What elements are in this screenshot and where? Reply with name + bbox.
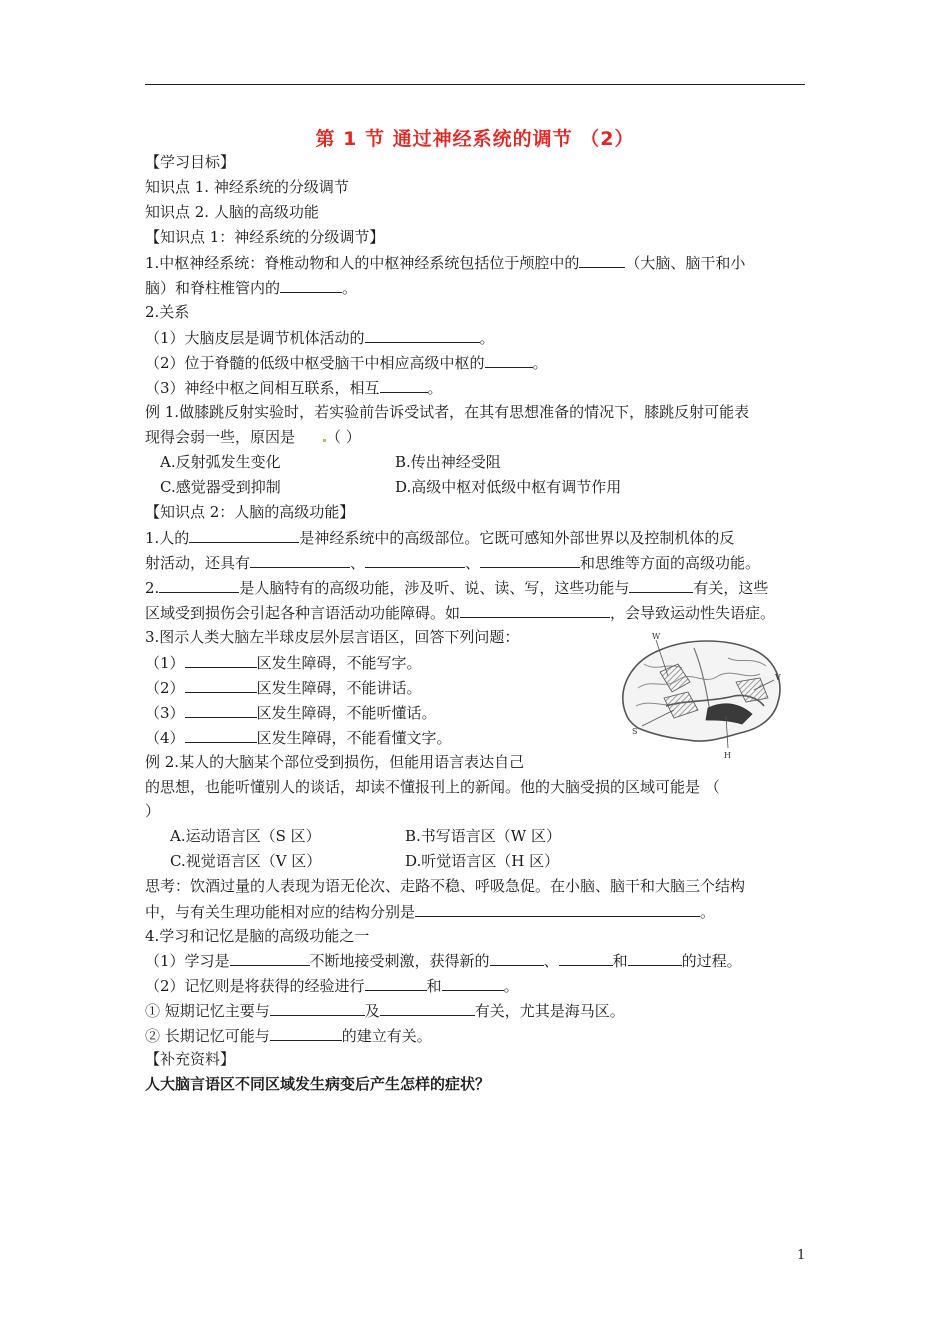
relation-item-2 xyxy=(145,352,548,373)
text-span: 及 xyxy=(364,1002,380,1020)
brain-question-line1 xyxy=(145,527,734,548)
text-span: 和 xyxy=(612,952,628,970)
text-span: 的建立有关。 xyxy=(341,1027,432,1045)
text-span: 。 xyxy=(503,977,519,995)
text-span: （2）位于脊髓的低级中枢受脑干中相应高级中枢的 xyxy=(145,354,485,372)
text-span: （1） xyxy=(145,654,185,672)
goal-item-2: 知识点 2. 人脑的高级功能 xyxy=(145,203,319,221)
answer-blank[interactable] xyxy=(185,677,257,693)
answer-blank[interactable] xyxy=(270,1000,365,1016)
text-span: 是神经系统中的高级部位。它既可感知外部世界以及控制机体的反 xyxy=(299,529,735,547)
cns-question-line1 xyxy=(145,252,745,273)
option-a: A.运动语言区（S 区） xyxy=(170,827,321,845)
header-rule xyxy=(145,84,805,85)
answer-blank[interactable] xyxy=(280,277,342,293)
answer-blank[interactable] xyxy=(480,552,580,568)
answer-blank[interactable] xyxy=(189,527,299,543)
answer-blank[interactable] xyxy=(185,652,257,668)
text-span: 、 xyxy=(350,554,366,572)
text-span: （1）学习是 xyxy=(145,952,230,970)
text-span: 射活动，还具有 xyxy=(145,554,251,572)
text-span: 、 xyxy=(465,554,481,572)
text-span: 区发生障碍，不能听懂话。 xyxy=(256,704,437,722)
learning-memory-heading: 4.学习和记忆是脑的高级功能之一 xyxy=(145,927,370,945)
answer-blank[interactable] xyxy=(159,577,239,593)
figure-question-4 xyxy=(145,727,452,748)
page-number: 1 xyxy=(797,1248,806,1263)
answer-blank[interactable] xyxy=(380,1000,475,1016)
answer-blank[interactable] xyxy=(460,602,610,618)
answer-blank[interactable] xyxy=(250,552,350,568)
text-span: 2. xyxy=(145,579,160,597)
figure-question-2 xyxy=(145,677,422,698)
example-1-line2 xyxy=(145,427,361,447)
answer-blank[interactable] xyxy=(579,252,625,268)
answer-blank[interactable] xyxy=(485,352,533,368)
text-span: 区发生障碍，不能看懂文字。 xyxy=(256,729,452,747)
option-d: D.高级中枢对低级中枢有调节作用 xyxy=(395,478,622,496)
option-b: B.传出神经受阻 xyxy=(395,453,501,471)
relation-heading: 2.关系 xyxy=(145,303,190,321)
text-span: 区域受到损伤会引起各种言语活动功能障碍。如 xyxy=(145,604,461,622)
text-span: 不断地接受刺激，获得新的 xyxy=(309,952,490,970)
text-span: （ ） xyxy=(326,428,361,446)
think-question-line1: 思考：饮酒过量的人表现为语无伦次、走路不稳、呼吸急促。在小脑、脑干和大脑三个结构 xyxy=(145,877,746,895)
option-b: B.书写语言区（W 区） xyxy=(405,827,561,845)
option-a: A.反射弧发生变化 xyxy=(160,453,281,471)
answer-blank[interactable] xyxy=(629,577,693,593)
text-span: （2）记忆则是将获得的经验进行 xyxy=(145,977,365,995)
answer-blank[interactable] xyxy=(559,950,613,966)
answer-blank[interactable] xyxy=(380,377,428,393)
think-question-line2 xyxy=(145,901,715,922)
answer-blank[interactable] xyxy=(270,1025,342,1041)
section-heading-kp1: 【知识点 1：神经系统的分级调节】 xyxy=(145,228,385,246)
text-span: 现得会弱一些，原因是 xyxy=(145,428,296,446)
answer-blank[interactable] xyxy=(490,950,544,966)
option-c: C.感觉器受到抑制 xyxy=(160,478,281,496)
option-d: D.听觉语言区（H 区） xyxy=(405,852,560,870)
text-span: 、 xyxy=(543,952,559,970)
text-span: 区发生障碍，不能讲话。 xyxy=(256,679,422,697)
relation-item-3 xyxy=(145,377,443,398)
option-c: C.视觉语言区（V 区） xyxy=(170,852,322,870)
text-span: 有关，尤其是海马区。 xyxy=(474,1002,625,1020)
text-span: 区发生障碍，不能写字。 xyxy=(256,654,422,672)
text-span: 。 xyxy=(700,903,716,921)
long-term-memory xyxy=(145,1025,432,1046)
text-span: 脑）和脊柱椎管内的 xyxy=(145,279,281,297)
language-question-line1 xyxy=(145,577,768,598)
page-title: 第 1 节 通过神经系统的调节 （2） xyxy=(315,128,635,150)
section-heading-supplement: 【补充资料】 xyxy=(145,1050,236,1068)
answer-blank[interactable] xyxy=(628,950,682,966)
text-span: 的过程。 xyxy=(681,952,742,970)
example-2-line2: 的思想，也能听懂别人的谈话，却读不懂报刊上的新闻。他的大脑受损的区域可能是 （ xyxy=(145,778,720,796)
answer-blank[interactable] xyxy=(185,727,257,743)
cns-question-line2 xyxy=(145,277,357,298)
text-span: 和 xyxy=(426,977,442,995)
example-2-line3: ） xyxy=(145,802,161,820)
answer-blank[interactable] xyxy=(365,552,465,568)
text-span: （2） xyxy=(145,679,185,697)
label-w: W xyxy=(652,632,661,641)
example-1-line1: 例 1.做膝跳反射实验时，若实验前告诉受试者，在其有思想准备的情况下，膝跳反射可能表 xyxy=(145,403,750,421)
text-span: （3） xyxy=(145,704,185,722)
brain-diagram xyxy=(608,628,792,760)
supplement-question: 人大脑言语区不同区域发生病变后产生怎样的症状？ xyxy=(145,1075,491,1093)
answer-blank[interactable] xyxy=(365,975,427,991)
text-span: （1）大脑皮层是调节机体活动的 xyxy=(145,329,365,347)
section-heading-goals: 【学习目标】 xyxy=(145,153,236,171)
text-span: 。 xyxy=(532,354,548,372)
section-heading-kp2: 【知识点 2：人脑的高级功能】 xyxy=(145,503,355,521)
language-question-line2 xyxy=(145,602,775,623)
label-s: S xyxy=(632,727,638,736)
label-h: H xyxy=(724,751,731,760)
learning-question xyxy=(145,950,742,971)
text-span: 。 xyxy=(342,279,358,297)
answer-blank[interactable] xyxy=(415,901,700,917)
text-span: 有关，这些 xyxy=(693,579,769,597)
text-span: ② 长期记忆可能与 xyxy=(145,1027,270,1045)
answer-blank[interactable] xyxy=(230,950,310,966)
answer-blank[interactable] xyxy=(185,702,257,718)
figure-question-intro: 3.图示人类大脑左半球皮层外层言语区，回答下列问题： xyxy=(145,628,520,646)
figure-question-3 xyxy=(145,702,437,723)
answer-blank[interactable] xyxy=(365,327,480,343)
text-span: ，会导致运动性失语症。 xyxy=(610,604,776,622)
label-v: V xyxy=(775,673,781,682)
goal-item-1: 知识点 1. 神经系统的分级调节 xyxy=(145,178,349,196)
answer-blank[interactable] xyxy=(442,975,504,991)
text-span: ① 短期记忆主要与 xyxy=(145,1002,270,1020)
short-term-memory xyxy=(145,1000,625,1021)
text-span: （4） xyxy=(145,729,185,747)
text-span: 。 xyxy=(427,379,443,397)
text-span: 中，与有关生理功能相对应的结构分别是 xyxy=(145,903,416,921)
brain-question-line2 xyxy=(145,552,760,573)
text-span: 和思维等方面的高级功能。 xyxy=(580,554,761,572)
text-span: （3）神经中枢之间相互联系，相互 xyxy=(145,379,380,397)
relation-item-1 xyxy=(145,327,495,348)
text-span: 1.中枢神经系统：脊椎动物和人的中枢神经系统包括位于颅腔中的 xyxy=(145,254,580,272)
text-span: 1.人的 xyxy=(145,529,190,547)
text-span: 。 xyxy=(479,329,495,347)
example-2-line1: 例 2.某人的大脑某个部位受到损伤，但能用语言表达自己 xyxy=(145,753,525,771)
text-span: （大脑、脑干和小 xyxy=(625,254,746,272)
memory-question xyxy=(145,975,519,996)
text-span: 是人脑特有的高级功能，涉及听、说、读、写，这些功能与 xyxy=(239,579,630,597)
figure-question-1 xyxy=(145,652,422,673)
